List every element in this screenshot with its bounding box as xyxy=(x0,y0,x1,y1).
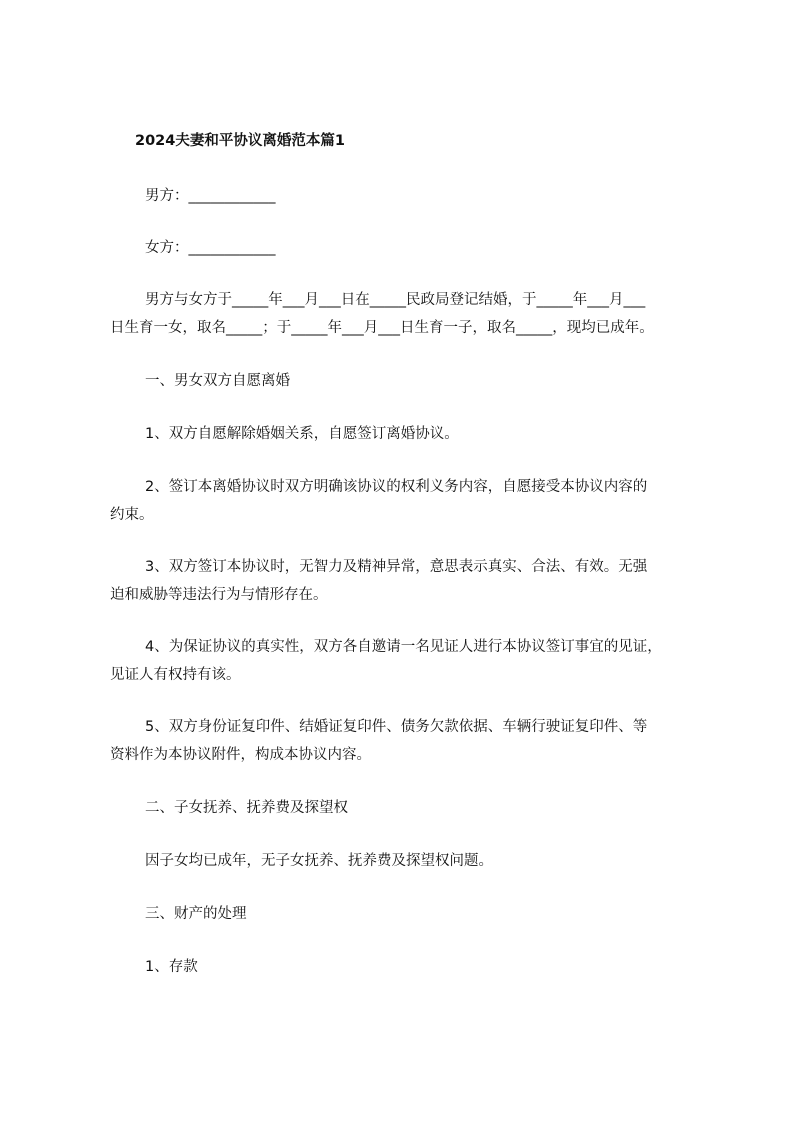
section-2-body: 因子女均已成年，无子女抚养、抚养费及探望权问题。 xyxy=(145,853,493,869)
intro-line-1: 男方与女方于_____年___月___日在_____民政局登记结婚，于_____年___月___ xyxy=(145,292,646,308)
section-1-item-4-line-1: 4、为保证协议的真实性，双方各自邀请一名见证人进行本协议签订事宜的见证， xyxy=(145,639,662,655)
section-1-item-5-line-1: 5、双方身份证复印件、结婚证复印件、债务欠款依据、车辆行驶证复印件、等 xyxy=(145,719,648,735)
section-1-item-5-line-2: 资料作为本协议附件，构成本协议内容。 xyxy=(110,747,371,763)
male-party-line: 男方：____________ xyxy=(145,188,276,204)
section-1-item-2-line-2: 约束。 xyxy=(110,507,154,523)
section-1-item-2-line-1: 2、签订本离婚协议时双方明确该协议的权利义务内容，自愿接受本协议内容的 xyxy=(145,479,648,495)
section-3-heading: 三、财产的处理 xyxy=(145,906,247,922)
section-1-item-3-line-1: 3、双方签订本协议时，无智力及精神异常，意思表示真实、合法、有效。无强 xyxy=(145,559,648,575)
section-2-heading: 二、子女抚养、抚养费及探望权 xyxy=(145,800,348,816)
female-party-line: 女方：____________ xyxy=(145,240,276,256)
section-1-item-3-line-2: 迫和威胁等违法行为与情形存在。 xyxy=(110,587,328,603)
section-1-item-4-line-2: 见证人有权持有该。 xyxy=(110,667,241,683)
document-title: 2024夫妻和平协议离婚范本篇1 xyxy=(135,133,345,149)
section-1-item-1: 1、双方自愿解除婚姻关系，自愿签订离婚协议。 xyxy=(145,426,459,442)
section-1-heading: 一、男女双方自愿离婚 xyxy=(145,373,290,389)
section-3-item-1: 1、存款 xyxy=(145,959,198,975)
intro-line-2: 日生育一女，取名_____；于_____年___月___日生育一子，取名_____，现均已成年。 xyxy=(110,320,654,336)
